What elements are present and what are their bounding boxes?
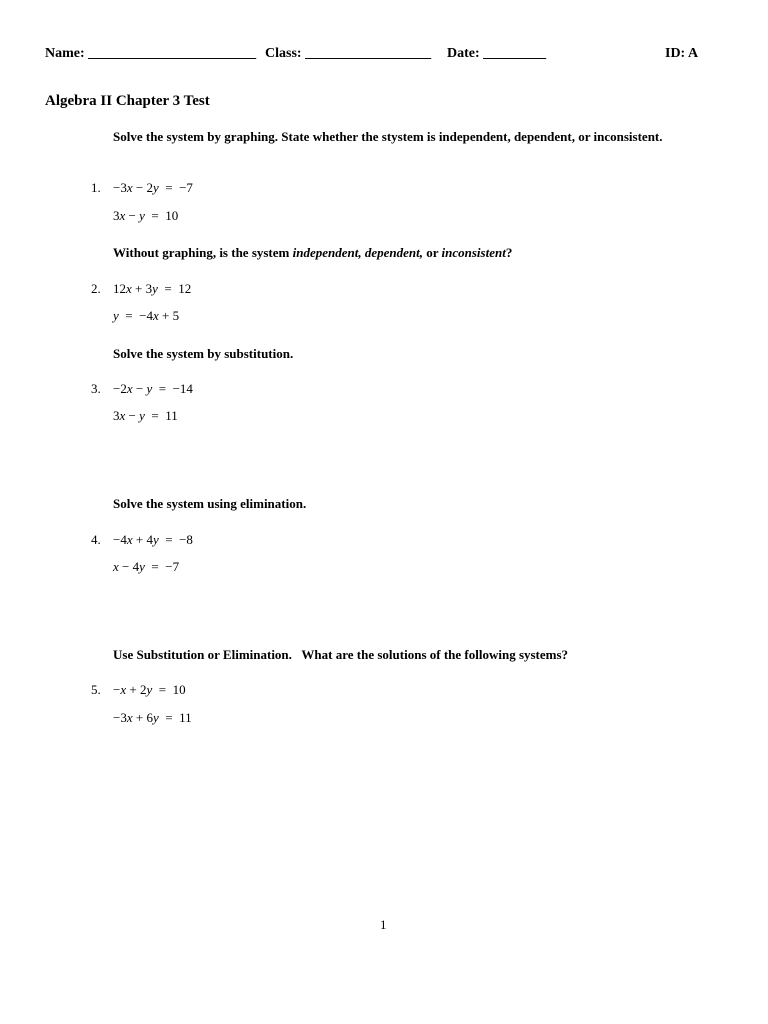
page-number: 1: [380, 917, 387, 932]
equation: 3x − y = 10: [113, 208, 179, 223]
class-field: [265, 46, 431, 62]
equation: −3x − 2y = −7: [113, 180, 193, 195]
equation: 12x + 3y = 12: [113, 281, 192, 296]
equation: x − 4y = −7: [113, 559, 180, 574]
instruction-substitution: Solve the system by substitution.: [113, 346, 294, 361]
date-field: [447, 46, 546, 62]
equation: y = −4x + 5: [113, 308, 180, 323]
date-label: Date:: [447, 46, 480, 61]
date-blank[interactable]: _________: [483, 46, 547, 61]
question-number: 5.: [91, 682, 101, 697]
instruction-graphing: Solve the system by graphing. State whether the stystem is independent, dependent, or inconsistent.: [113, 129, 663, 144]
test-id: ID: A: [665, 46, 699, 61]
instruction-classify: Without graphing, is the system independent, dependent, or inconsistent?: [113, 245, 513, 260]
name-label: Name:: [45, 46, 85, 61]
equation: 3x − y = 11: [113, 408, 178, 423]
instruction-substitution-or-elimination: Use Substitution or Elimination. What are the solutions of the following systems?: [113, 647, 569, 662]
class-blank[interactable]: __________________: [305, 46, 432, 61]
class-label: Class:: [265, 46, 302, 61]
equation: −x + 2y = 10: [113, 682, 186, 697]
equation: −2x − y = −14: [113, 381, 193, 396]
question-number: 2.: [91, 281, 101, 296]
name-field: [45, 46, 256, 62]
question-number: 4.: [91, 532, 101, 547]
name-blank[interactable]: ________________________: [88, 46, 257, 61]
test-title: Algebra II Chapter 3 Test: [45, 93, 210, 109]
equation: −3x + 6y = 11: [113, 710, 192, 725]
equation: −4x + 4y = −8: [113, 532, 193, 547]
question-number: 3.: [91, 381, 101, 396]
question-number: 1.: [91, 180, 101, 195]
instruction-elimination: Solve the system using elimination.: [113, 496, 307, 511]
